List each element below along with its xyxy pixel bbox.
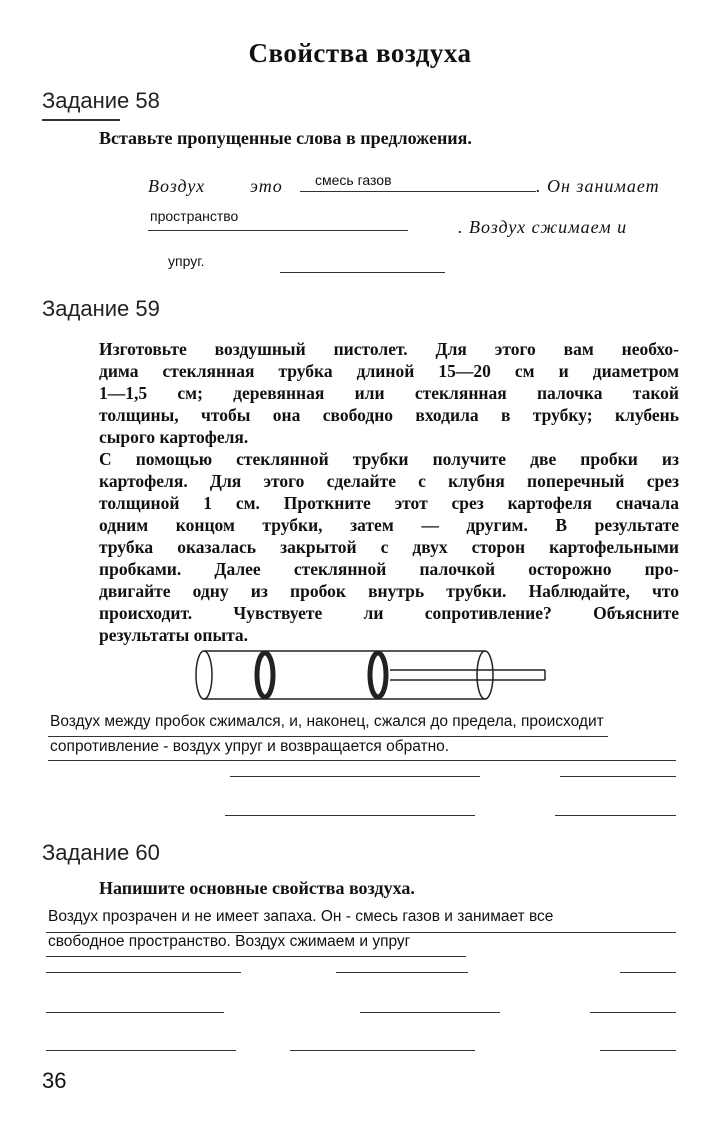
sentence-text: . Воздух сжимаем и: [458, 217, 628, 237]
page-number: 36: [42, 1068, 67, 1093]
sentence-word: Воздух: [148, 176, 206, 196]
text-line: Изготовьте воздушный пистолет. Для этого вам необхо-: [99, 339, 679, 359]
sentence-word: это: [250, 176, 283, 196]
text-line: одним концом трубки, затем — другим. В результате: [99, 515, 679, 535]
text-line: результаты опыта.: [99, 625, 249, 645]
answer-line[interactable]: Воздух между пробок сжимался, и, наконец, сжался до предела, происходит: [50, 713, 604, 730]
text-line: трубка оказалась закрытой с двух сторон картофельными: [99, 537, 679, 557]
page-title: Свойства воздуха: [248, 38, 472, 68]
answer-line[interactable]: сопротивление - воздух упруг и возвращается обратно.: [50, 738, 450, 755]
sentence-text: . Он занимает: [536, 176, 660, 196]
text-line: пробками. Далее стеклянной палочкой осторожно про-: [99, 559, 679, 579]
text-line: происходит. Чувствуете ли сопротивление? Объясните: [99, 603, 679, 623]
text-line: 1—1,5 см; деревянная или стеклянная палочка такой: [99, 383, 679, 403]
answer-line[interactable]: Воздух прозрачен и не имеет запаха. Он - смесь газов и занимает все: [48, 908, 554, 925]
text-line: двигайте одну из пробок внутрь трубки. Наблюдайте, что: [99, 581, 679, 601]
answer-field-3[interactable]: упруг.: [168, 253, 205, 269]
task-58-instruction: Вставьте пропущенные слова в предложения.: [99, 128, 472, 148]
text-line: С помощью стеклянной трубки получите две пробки из: [99, 449, 679, 469]
text-line: картофеля. Для этого сделайте с клубня поперечный срез: [99, 471, 679, 491]
text-line: толщиной 1 см. Проткните этот срез картофеля сначала: [99, 493, 679, 513]
task-60-instruction: Напишите основные свойства воздуха.: [99, 878, 415, 898]
air-pistol-illustration: [190, 648, 560, 704]
text-line: дима стеклянная трубка длиной 15—20 см и диаметром: [99, 361, 679, 381]
text-line: толщины, чтобы она свободно входила в трубку; клубень: [99, 405, 679, 425]
answer-field-2[interactable]: пространство: [150, 208, 239, 224]
task-60-heading: Задание 60: [42, 840, 160, 865]
answer-line[interactable]: свободное пространство. Воздух сжимаем и упруг: [48, 933, 411, 950]
answer-field-1[interactable]: смесь газов: [315, 172, 392, 188]
task-59-text: [99, 338, 679, 646]
text-line: сырого картофеля.: [99, 427, 249, 447]
task-58-heading: Задание 58: [42, 88, 160, 113]
task-59-heading: Задание 59: [42, 296, 160, 321]
